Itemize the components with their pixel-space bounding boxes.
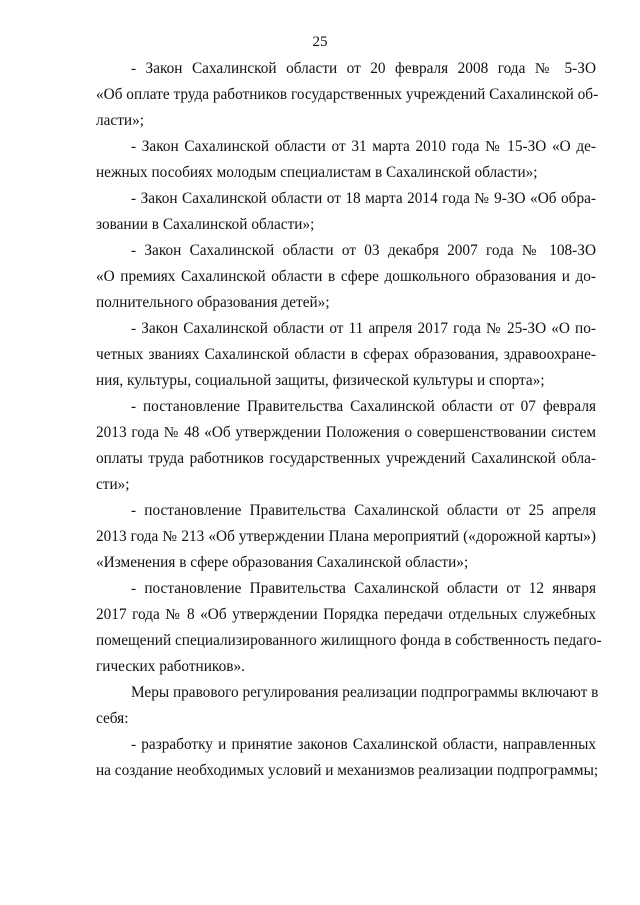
text-line: гических работников». xyxy=(96,658,245,675)
paragraph xyxy=(96,498,596,576)
text-line: ласти»; xyxy=(96,112,144,129)
paragraph xyxy=(96,56,599,134)
text-line: помещений специализированного жилищного фонда в собственность педаго- xyxy=(96,632,602,649)
text-line: - Закон Сахалинской области от 31 марта 2010 года № 15-ЗО «О де- xyxy=(131,138,596,155)
text-line: сти»; xyxy=(96,476,130,493)
document-body xyxy=(96,56,602,784)
text-line: - Закон Сахалинской области от 03 декабря 2007 года № 108-ЗО xyxy=(131,242,596,259)
text-line: - постановление Правительства Сахалинской области от 12 января xyxy=(131,580,596,597)
text-line: оплаты труда работников государственных учреждений Сахалинской обла- xyxy=(96,450,596,467)
text-line: - Закон Сахалинской области от 18 марта 2014 года № 9-ЗО «Об обра- xyxy=(131,190,596,207)
paragraph xyxy=(96,316,596,394)
text-line: «Изменения в сфере образования Сахалинской области»; xyxy=(96,554,469,571)
text-line: - Закон Сахалинской области от 20 февраля 2008 года № 5-ЗО xyxy=(131,60,596,77)
text-line: себя: xyxy=(96,710,129,727)
paragraph xyxy=(96,186,596,238)
text-line: - постановление Правительства Сахалинской области от 07 февраля xyxy=(131,398,596,415)
text-line: Меры правового регулирования реализации подпрограммы включают в xyxy=(131,684,599,701)
text-line: 2013 года № 213 «Об утверждении Плана мероприятий («дорожной карты») xyxy=(96,528,596,545)
text-line: полнительного образования детей»; xyxy=(96,294,330,311)
paragraph xyxy=(96,134,596,186)
text-line: ния, культуры, социальной защиты, физической культуры и спорта»; xyxy=(96,372,545,389)
text-line: - Закон Сахалинской области от 11 апреля 2017 года № 25-ЗО «О по- xyxy=(131,320,596,337)
paragraph xyxy=(96,576,602,680)
text-line: - постановление Правительства Сахалинской области от 25 апреля xyxy=(131,502,596,519)
text-line: нежных пособиях молодым специалистам в Сахалинской области»; xyxy=(96,164,538,181)
paragraph xyxy=(96,394,596,498)
text-line: четных званиях Сахалинской области в сферах образования, здравоохране- xyxy=(96,346,596,363)
text-line: «О премиях Сахалинской области в сфере дошкольного образования и до- xyxy=(96,268,596,285)
page-number: 25 xyxy=(312,34,328,50)
paragraph xyxy=(96,680,599,732)
text-line: на создание необходимых условий и механизмов реализации подпрограммы; xyxy=(96,762,599,779)
paragraph xyxy=(96,238,596,316)
text-line: - разработку и принятие законов Сахалинской области, направленных xyxy=(131,736,596,753)
text-line: 2013 года № 48 «Об утверждении Положения о совершенствовании систем xyxy=(96,424,596,441)
paragraph xyxy=(96,732,599,784)
text-line: «Об оплате труда работников государственных учреждений Сахалинской об- xyxy=(96,86,599,103)
text-line: зовании в Сахалинской области»; xyxy=(96,216,315,233)
text-line: 2017 года № 8 «Об утверждении Порядка передачи отдельных служебных xyxy=(96,606,596,623)
